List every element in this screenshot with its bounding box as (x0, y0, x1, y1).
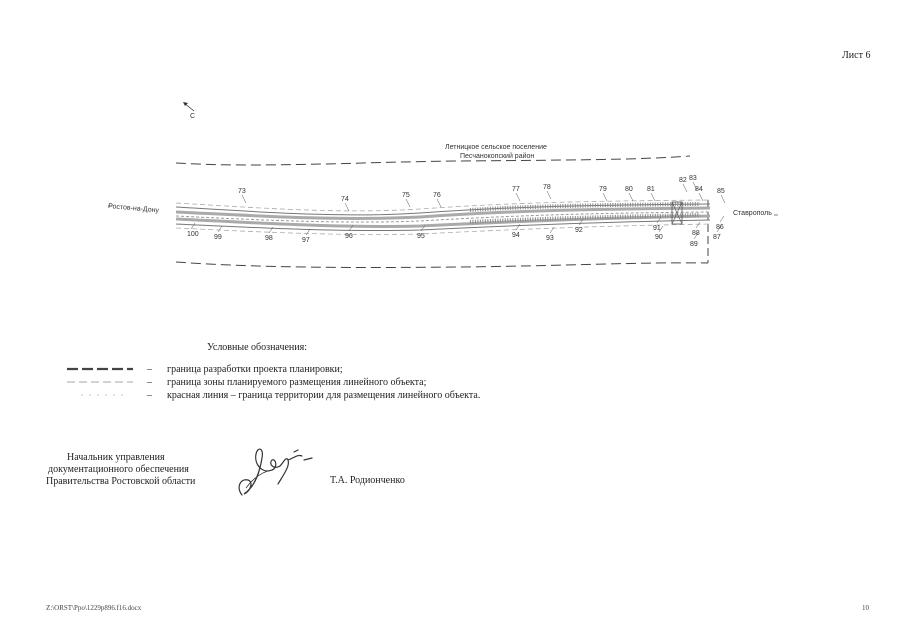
point-label-82: 82 (679, 177, 687, 184)
legend-symbol-zone-boundary (67, 377, 137, 387)
legend-text-3: красная линия – граница территории для размещения линейного объекта. (167, 390, 481, 401)
legend-symbol-project-boundary (67, 364, 137, 374)
point-label-96: 96 (345, 233, 353, 240)
point-label-87: 87 (713, 234, 721, 241)
point-label-77: 77 (512, 186, 520, 193)
point-leader-75 (406, 199, 410, 207)
legend-text-1: граница разработки проекта планировки; (167, 364, 343, 375)
project-boundary-bottom (176, 262, 708, 267)
point-label-73: 73 (238, 188, 246, 195)
point-label-95: 95 (417, 233, 425, 240)
point-leader-85 (721, 195, 725, 203)
position-line-2: документационного обеспечения (48, 464, 189, 475)
legend-dash-3: – (147, 390, 152, 401)
district-label: Песчанокопский район (460, 153, 535, 160)
position-line-3: Правительства Ростовской области (46, 476, 196, 487)
legend-text-2: граница зоны планируемого размещения линейного объекта; (167, 377, 427, 388)
point-label-100: 100 (187, 231, 199, 238)
handwritten-signature (232, 440, 317, 502)
point-leader-79 (603, 193, 607, 201)
point-label-99: 99 (214, 234, 222, 241)
north-label: С (190, 113, 196, 120)
point-leader-100 (191, 223, 195, 229)
signatory-name: Т.А. Родионченко (330, 475, 405, 486)
point-leader-80 (629, 193, 633, 201)
road-corridor (176, 200, 710, 235)
direction-stavropol: Ставрополь (733, 210, 772, 217)
point-label-97: 97 (302, 237, 310, 244)
point-leader-78 (547, 191, 551, 199)
point-label-90: 90 (655, 234, 663, 241)
direction-rostov: Ростов-на-Дону (107, 203, 160, 215)
point-label-89: 89 (690, 241, 698, 248)
point-label-98: 98 (265, 235, 273, 242)
north-arrow-icon (183, 102, 195, 120)
point-label-91: 91 (653, 225, 661, 232)
legend-title: Условные обозначения: (207, 342, 308, 353)
project-boundary-top (176, 156, 690, 165)
legend-dash-2: – (147, 377, 152, 388)
point-label-75: 75 (402, 192, 410, 199)
point-label-83: 83 (689, 175, 697, 182)
point-label-93: 93 (546, 235, 554, 242)
legend-symbol-red-line (67, 390, 137, 400)
point-label-85: 85 (717, 188, 725, 195)
point-label-81: 81 (647, 186, 655, 193)
settlement-label: Летницкое сельское поселение (445, 144, 547, 151)
point-leader-81 (651, 193, 655, 201)
point-label-79: 79 (599, 186, 607, 193)
page-number: 10 (862, 604, 869, 612)
point-leader-76 (437, 199, 441, 207)
point-leader-86 (720, 216, 724, 222)
point-label-88: 88 (692, 230, 700, 237)
point-label-86: 86 (716, 224, 724, 231)
point-leader-82 (683, 184, 687, 192)
point-leader-99 (218, 226, 222, 232)
position-line-1: Начальник управления (67, 452, 165, 463)
point-label-92: 92 (575, 227, 583, 234)
point-label-84: 84 (695, 186, 703, 193)
sheet-label: Лист 6 (842, 50, 871, 61)
point-leader-94 (516, 224, 520, 230)
footer-file-path: Z:\ORST\Ppo\1229p896.f16.docx (46, 604, 142, 612)
legend-dash-1: – (147, 364, 152, 375)
point-label-76: 76 (433, 192, 441, 199)
point-leader-74 (345, 203, 349, 211)
point-label-74: 74 (341, 196, 349, 203)
point-label-80: 80 (625, 186, 633, 193)
point-leader-77 (516, 193, 520, 201)
point-label-78: 78 (543, 184, 551, 191)
point-label-94: 94 (512, 232, 520, 239)
point-leader-73 (242, 195, 246, 203)
point-leader-88 (696, 222, 700, 228)
